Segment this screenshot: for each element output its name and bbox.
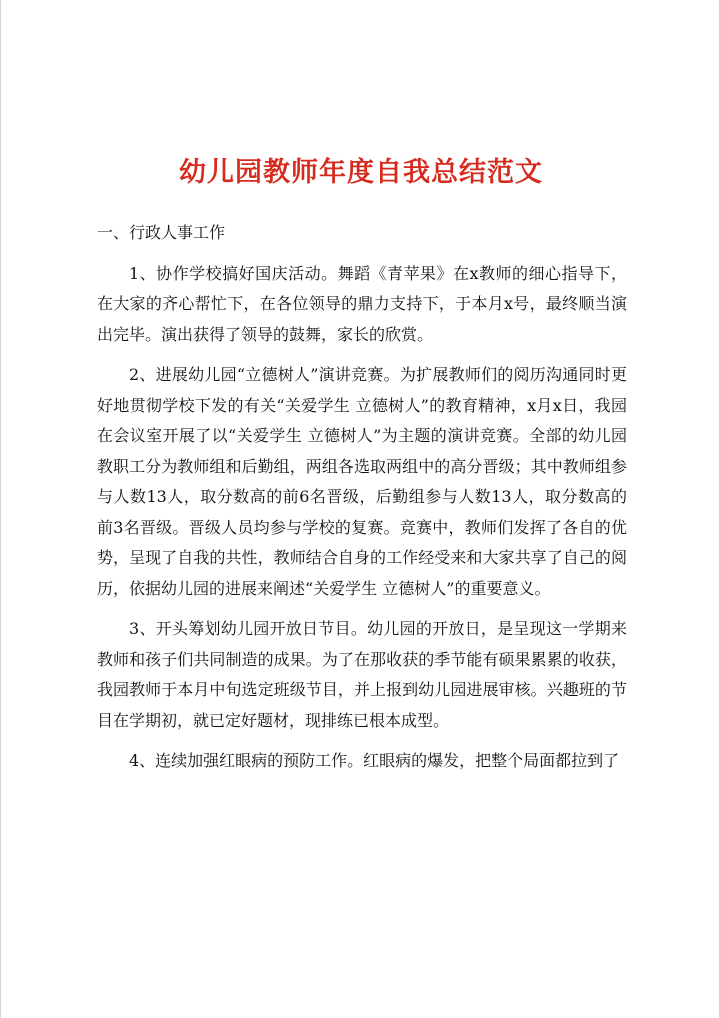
paragraph-2: 2、进展幼儿园“立德树人”演讲竞赛。为扩展教师们的阅历沟通同时更好地贯彻学校下发的有关“关爱学生 立德树人”的教育精神，x月x日，我园在会议室开展了以“关爱学生 立德树人”为主题的演讲竞赛。全部的幼儿园教职工分为教师组和后勤组，两组各选取两组中的高分晋级；其中教师组参与人数13人，取分数高的前6名晋级，后勤组参与人数13人，取分数高的前3名晋级。晋级人员均参与学校的复赛。竞赛中，教师们发挥了各自的优势，呈现了自我的共性，教师结合自身的工作经受来和大家共享了自己的阅历，依据幼儿园的进展来阐述“关爱学生 立德树人”的重要意义。 [97,365,627,598]
document-title: 幼儿园教师年度自我总结范文 [179,157,543,188]
paragraph-1: 1、协作学校搞好国庆活动。舞蹈《青苹果》在x教师的细心指导下，在大家的齐心帮忙下，在各位领导的鼎力支持下，于本月x号，最终顺当演出完毕。演出获得了领导的鼓舞，家长的欣赏。 [97,263,627,344]
paragraph-4: 4、连续加强红眼病的预防工作。红眼病的爆发，把整个局面都拉到了 [129,751,620,770]
document-body [97,218,627,787]
section-heading: 一、行政人事工作 [97,223,226,242]
paragraph-3: 3、开头筹划幼儿园开放日节目。幼儿园的开放日，是呈现这一学期来教师和孩子们共同制造的成果。为了在那收获的季节能有硕果累累的收获，我园教师于本月中旬选定班级节目，并上报到幼儿园进展审核。兴趣班的节目在学期初，就已定好题材，现排练已根本成型。 [97,619,627,730]
